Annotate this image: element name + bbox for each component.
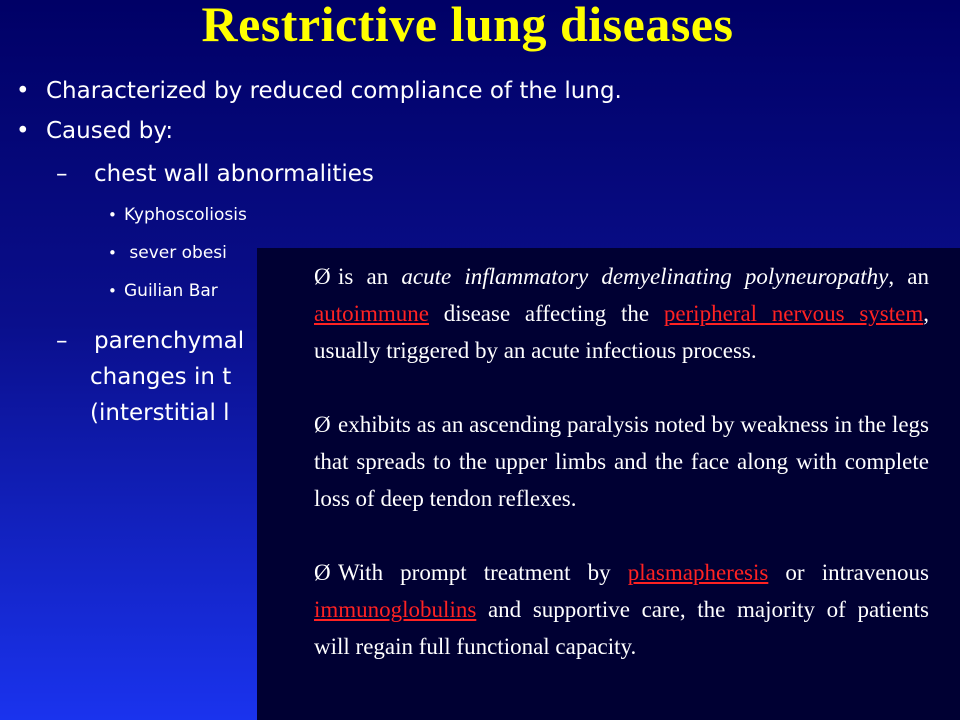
slide-title: Restrictive lung diseases [201, 0, 734, 52]
plasmapheresis-link[interactable]: plasmapheresis [627, 560, 769, 585]
sub-text: Kyphoscoliosis [124, 205, 247, 225]
dash-glyph: – [56, 161, 68, 187]
dash-text: parenchymal [94, 328, 245, 354]
sub-bullet-glyph: • [108, 282, 117, 300]
definition-paragraph-1 [314, 258, 929, 369]
paragraph-text: and supportive care, the majority of patients will regain full functional capacity. [314, 597, 929, 659]
arrow-bullet-icon: Ø [314, 264, 331, 289]
dash-item-parenchymal-line2: changes in t [90, 364, 232, 390]
dash-glyph: – [56, 328, 68, 354]
sub-bullet-glyph: • [108, 206, 117, 224]
definition-overlay-box [257, 248, 960, 720]
dash-item-parenchymal [56, 322, 244, 360]
autoimmune-link[interactable]: autoimmune [314, 301, 429, 326]
italic-term: acute inflammatory demyelinating polyneuropathy [401, 264, 889, 289]
bullet-text: Caused by: [46, 118, 174, 144]
bullet-text: Characterized by reduced compliance of the lung. [46, 78, 622, 104]
sub-bullet-glyph: • [108, 244, 117, 262]
bullet-glyph: • [16, 78, 30, 104]
sub-item-guilian-barre [108, 279, 218, 303]
bullet-compliance [16, 76, 622, 106]
arrow-bullet-icon: Ø [314, 412, 331, 437]
dash-item-parenchymal-line3: (interstitial l [90, 400, 230, 426]
bullet-glyph: • [16, 118, 30, 144]
definition-paragraph-2 [314, 406, 929, 517]
arrow-bullet-icon: Ø [314, 560, 331, 585]
sub-text: Guilian Bar [124, 281, 218, 301]
definition-paragraph-3 [314, 554, 929, 665]
peripheral-nervous-system-link[interactable]: peripheral nervous system [663, 301, 924, 326]
sub-item-kyphoscoliosis [108, 203, 247, 227]
paragraph-text: is an [338, 264, 402, 289]
bullet-caused-by [16, 116, 173, 146]
paragraph-text: disease affecting the [428, 301, 664, 326]
paragraph-text: With prompt treatment by [338, 560, 628, 585]
immunoglobulins-link[interactable]: immunoglobulins [314, 597, 477, 622]
paragraph-text: or intravenous [768, 560, 929, 585]
dash-item-chest-wall [56, 155, 374, 193]
paragraph-text: , an [888, 264, 929, 289]
dash-text: chest wall abnormalities [94, 161, 374, 187]
paragraph-text: exhibits as an ascending paralysis noted by weakness in the legs that spreads to the upper limbs and the face along with complete loss of deep tendon reflexes. [314, 412, 929, 511]
sub-item-obesity [108, 241, 227, 265]
paragraph-text: , usually triggered by an acute infectious process. [314, 301, 929, 363]
sub-text: sever obesi [129, 243, 227, 263]
